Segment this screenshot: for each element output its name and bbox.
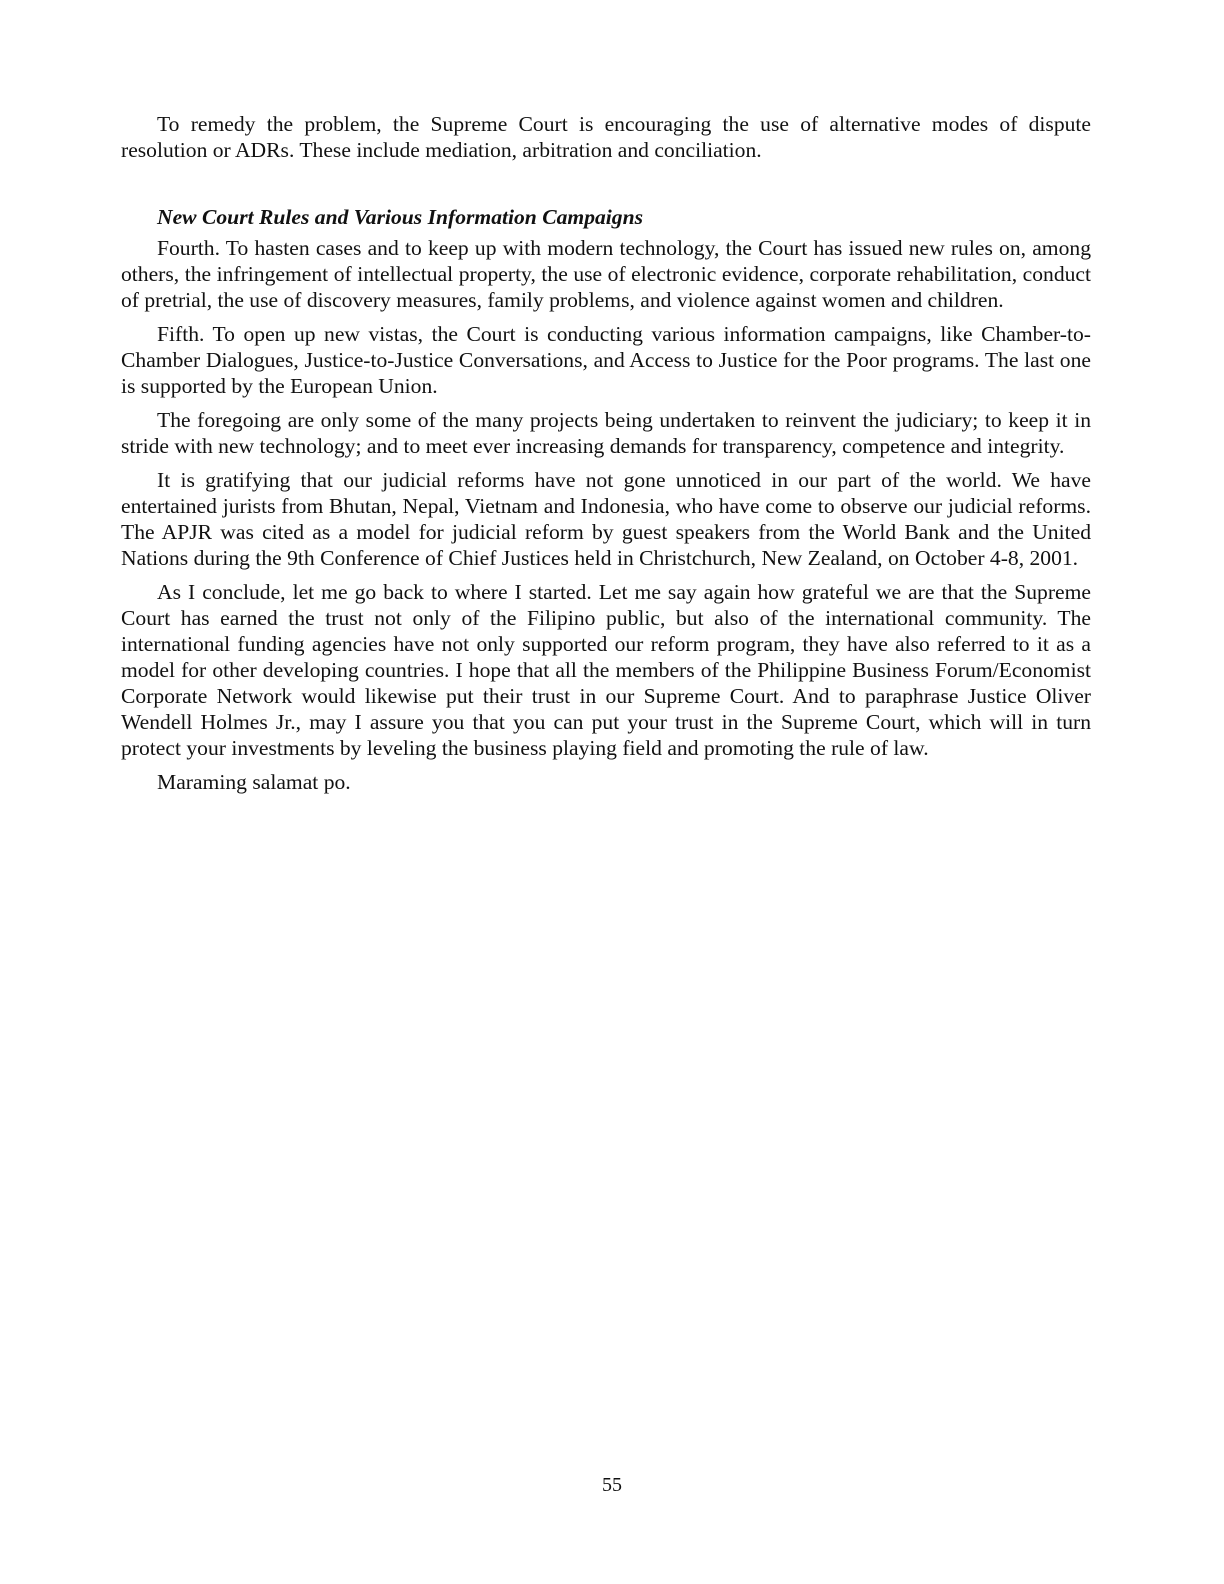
section-heading: New Court Rules and Various Information Campaigns (157, 205, 644, 229)
paragraph-fourth: Fourth. To hasten cases and to keep up with modern technology, the Court has issued new rules on, among others, the infringement of intellectual property, the use of electronic evidence, corporate rehabilitation, conduct of pretrial, the use of discovery measures, family problems, and violence against women and children. (121, 236, 1091, 312)
page-body (121, 111, 1091, 803)
paragraph-adr: To remedy the problem, the Supreme Court is encouraging the use of alternative modes of dispute resolution or ADRs. These include mediation, arbitration and conciliation. (121, 112, 1091, 162)
paragraph-gratifying: It is gratifying that our judicial reforms have not gone unnoticed in our part of the world. We have entertained jurists from Bhutan, Nepal, Vietnam and Indonesia, who have come to observe our judicial reforms. The APJR was cited as a model for judicial reform by guest speakers from the World Bank and the United Nations during the 9th Conference of Chief Justices held in Christchurch, New Zealand, on October 4-8, 2001. (121, 468, 1091, 570)
paragraph-fifth: Fifth. To open up new vistas, the Court is conducting various information campaigns, like Chamber-to-Chamber Dialogues, Justice-to-Justice Conversations, and Access to Justice for the Poor programs. The last one is supported by the European Union. (121, 322, 1091, 398)
page-number: 55 (602, 1474, 622, 1496)
paragraph-closing: Maraming salamat po. (157, 770, 351, 794)
paragraph-foregoing: The foregoing are only some of the many projects being undertaken to reinvent the judiciary; to keep it in stride with new technology; and to meet ever increasing demands for transparency, competence and integrity. (121, 408, 1091, 458)
paragraph-conclusion: As I conclude, let me go back to where I started. Let me say again how grateful we are that the Supreme Court has earned the trust not only of the Filipino public, but also of the international community. The international funding agencies have not only supported our reform program, they have also referred to it as a model for other developing countries. I hope that all the members of the Philippine Business Forum/Economist Corporate Network would likewise put their trust in our Supreme Court. And to paraphrase Justice Oliver Wendell Holmes Jr., may I assure you that you can put your trust in the Supreme Court, which will in turn protect your investments by leveling the business playing field and promoting the rule of law. (121, 580, 1091, 760)
